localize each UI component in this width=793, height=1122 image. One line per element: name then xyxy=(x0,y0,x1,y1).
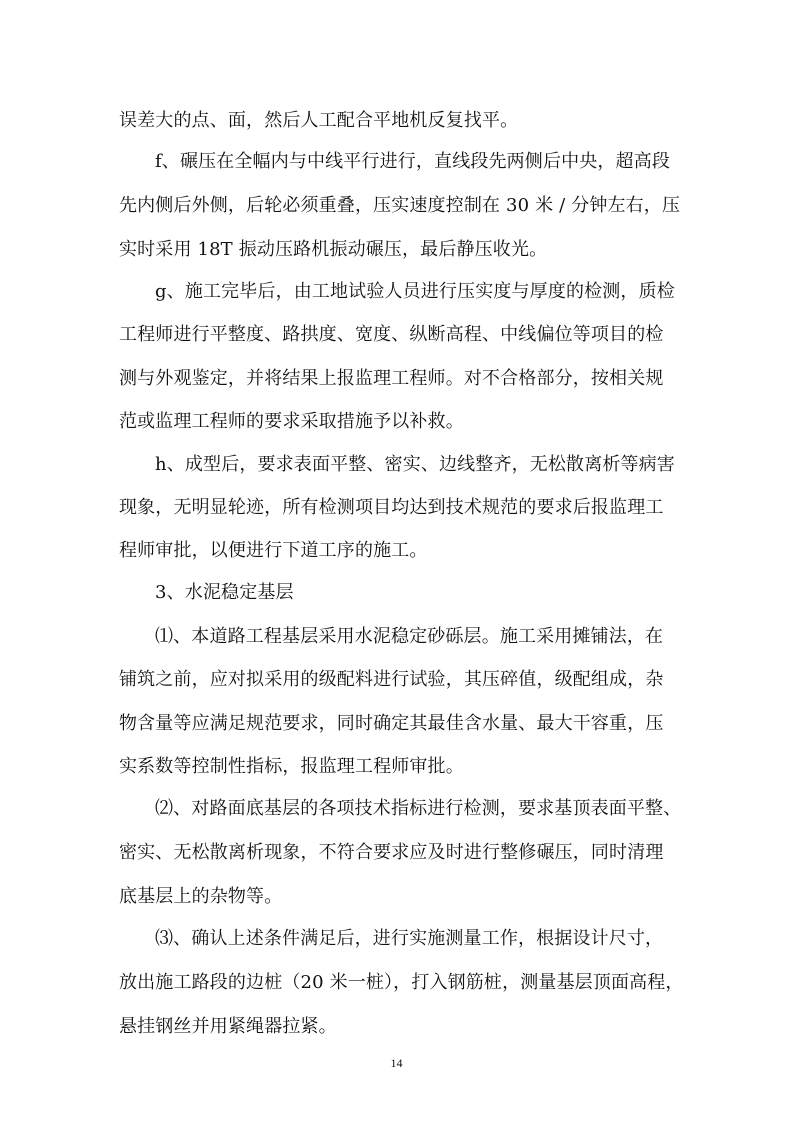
paragraph-line: 先内侧后外侧，后轮必须重叠，压实速度控制在 30 米 / 分钟左右，压 xyxy=(119,195,681,216)
paragraph-line: 悬挂钢丝并用紧绳器拉紧。 xyxy=(119,1016,337,1037)
paragraph-line: 实时采用 18T 振动压路机振动碾压，最后静压收光。 xyxy=(119,239,548,260)
paragraph-line: ⑵、对路面底基层的各项技术指标进行检测，要求基顶表面平整、 xyxy=(155,798,682,819)
paragraph-line: 误差大的点、面，然后人工配合平地机反复找平。 xyxy=(119,110,519,131)
paragraph-line: 工程师进行平整度、路拱度、宽度、纵断高程、中线偏位等项目的检 xyxy=(119,324,664,345)
paragraph-line: 测与外观鉴定，并将结果上报监理工程师。对不合格部分，按相关规 xyxy=(119,368,664,389)
section-heading: 3、水泥稳定基层 xyxy=(155,582,294,603)
paragraph-line: ⑴、本道路工程基层采用水泥稳定砂砾层。施工采用摊铺法，在 xyxy=(155,626,664,647)
paragraph-line: ⑶、确认上述条件满足后，进行实施测量工作，根据设计尺寸， xyxy=(155,928,664,949)
paragraph-line: g、施工完毕后，由工地试验人员进行压实度与厚度的检测，质检 xyxy=(155,281,675,302)
paragraph-line: f、碾压在全幅内与中线平行进行，直线段先两侧后中央，超高段 xyxy=(155,151,671,172)
paragraph-line: h、成型后，要求表面平整、密实、边线整齐，无松散离析等病害 xyxy=(155,454,675,475)
paragraph-line: 范或监理工程师的要求采取措施予以补救。 xyxy=(119,411,464,432)
paragraph-line: 物含量等应满足规范要求，同时确定其最佳含水量、最大干容重，压 xyxy=(119,713,664,734)
paragraph-line: 底基层上的杂物等。 xyxy=(119,886,283,907)
paragraph-line: 密实、无松散离析现象，不符合要求应及时进行整修碾压，同时清理 xyxy=(119,842,664,863)
paragraph-line: 放出施工路段的边桩（20 米一桩），打入钢筋桩，测量基层顶面高程， xyxy=(119,972,684,993)
page-number: 14 xyxy=(390,1056,403,1070)
paragraph-line: 现象，无明显轮迹，所有检测项目均达到技术规范的要求后报监理工 xyxy=(119,497,664,518)
paragraph-line: 铺筑之前，应对拟采用的级配料进行试验，其压碎值，级配组成，杂 xyxy=(119,669,664,690)
paragraph-line: 程师审批，以便进行下道工序的施工。 xyxy=(119,540,428,561)
paragraph-line: 实系数等控制性指标，报监理工程师审批。 xyxy=(119,756,464,777)
